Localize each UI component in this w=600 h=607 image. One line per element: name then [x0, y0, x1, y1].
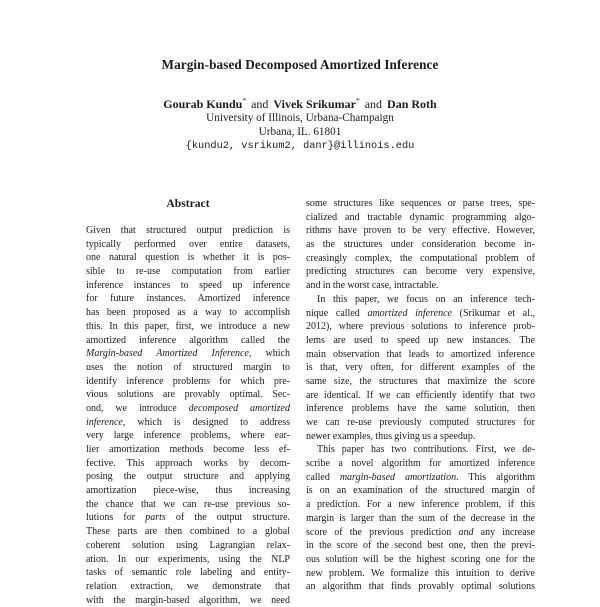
text-run: scribe a novel algorithm for amortized inference [306, 458, 535, 470]
text-line [86, 594, 290, 607]
text-line [306, 320, 535, 334]
text-line [86, 566, 290, 580]
text-line [86, 429, 290, 443]
abstract-text-column [86, 224, 290, 607]
text-run: ond, we introduce [86, 402, 189, 414]
text-run: amortized inference algorithm called the [86, 334, 290, 346]
text-line [306, 443, 535, 457]
text-line [306, 389, 535, 403]
text-run: we can re-use previously computed structures for [306, 417, 535, 428]
text-line [86, 306, 290, 320]
text-line [86, 511, 290, 525]
text-run: Given that structured output prediction is [86, 225, 290, 236]
text-run: creasingly complex, the computational problem of [306, 252, 535, 264]
text-run: lier amortization methods become less ef- [86, 444, 290, 455]
text-line [86, 251, 290, 265]
text-line [86, 292, 290, 306]
text-line [86, 375, 290, 389]
text-line [306, 265, 535, 279]
text-run: in the score of the second best one, then the previ- [306, 540, 535, 552]
text-run: In this paper, we focus on an inference tech- [317, 293, 535, 305]
text-run: relation extraction, we demonstrate that [86, 580, 290, 592]
text-run: uses the notion of structured margin to [86, 361, 290, 373]
text-run: (Srikumar et al., [451, 307, 535, 319]
text-line [86, 498, 290, 512]
text-run: an algorithm that finds provably optimal solutions [306, 581, 535, 593]
text-run: has been proposed as a way to accomplish [86, 307, 290, 319]
author-footnote-mark: * [355, 96, 360, 105]
text-line [306, 471, 535, 485]
text-run: is on an examination of the structured margin of [306, 485, 535, 497]
text-run: rithms have proven to be very effective. However, [306, 225, 535, 237]
italic-text: Margin-based Amortized Inference [86, 348, 249, 360]
text-line [306, 580, 535, 594]
text-line [86, 388, 290, 402]
text-run: ation. In our experiments, using the NLP [86, 553, 290, 565]
text-run: . This algorithm [456, 471, 535, 483]
paper-title: Margin-based Decomposed Amortized Inference [161, 57, 439, 72]
text-run: for future instances. Amortized inference [86, 293, 290, 305]
author-line [0, 97, 600, 112]
text-line [306, 539, 535, 553]
text-run: some structures like sequences or parse trees, spe- [306, 198, 535, 209]
author-name: Gourab Kundu [163, 97, 243, 111]
text-run: cialized and tractable dynamic programming algo- [306, 211, 535, 223]
text-line [306, 197, 535, 211]
text-line [306, 498, 535, 512]
text-line [306, 553, 535, 567]
text-run: very large inference problems, where ear- [86, 430, 290, 442]
text-run: 2012), where previous solutions to inference prob- [306, 321, 535, 333]
text-run: same size, the structures that maximize the score [306, 375, 535, 387]
text-line [306, 526, 535, 540]
text-run: sible to re-use computation from earlier [86, 266, 290, 278]
affiliation-line: Urbana, IL. 61801 [258, 126, 342, 138]
text-run: any increase [473, 526, 535, 538]
text-line [86, 539, 290, 553]
text-run: margin is larger than the sum of the decrease in the [306, 512, 535, 524]
text-run: of the output structure. [165, 512, 290, 524]
text-run: amortization piece-wise, thus increasing [86, 485, 290, 497]
author-name: Vivek Srikumar [273, 97, 356, 111]
text-line [306, 430, 535, 444]
text-line [306, 484, 535, 498]
text-line [86, 224, 290, 238]
italic-text: parts [145, 512, 166, 524]
text-run: lutions for [86, 512, 146, 524]
text-run: posing the output structure and applying [86, 471, 290, 483]
text-run: ous solution will be the highest scoring one for the [306, 553, 535, 565]
text-run: with the margin-based algorithm, we need [86, 594, 290, 606]
text-run: vious solutions are provably optimal. Sec- [86, 389, 290, 401]
italic-text: decomposed amortized [188, 402, 290, 414]
text-run: as the structures under consideration become in- [306, 239, 535, 251]
text-run: typically performed over entire datasets, [86, 238, 290, 250]
italic-text: margin-based amortization [339, 471, 457, 483]
text-line [86, 416, 290, 430]
text-line [86, 265, 290, 279]
italic-text: amortized inference [367, 307, 452, 319]
text-run: the chance that we can re-use previous so- [86, 498, 290, 510]
text-line [86, 361, 290, 375]
text-run: called [306, 471, 340, 483]
text-run: , which is designed to address [122, 416, 290, 428]
text-line [306, 402, 535, 416]
text-run: a prediction. For a new inference problem, if this [306, 499, 535, 511]
text-run: new problem. We formalize this intuition to derive [306, 567, 535, 579]
text-line [306, 512, 535, 526]
text-run: score of the previous prediction [306, 526, 459, 538]
text-line [306, 279, 535, 293]
affiliation-block [0, 111, 600, 153]
text-line [86, 553, 290, 567]
text-line [86, 484, 290, 498]
text-run: main observation that leads to amortized inference [306, 348, 535, 360]
text-line [86, 238, 290, 252]
text-run: coherent solution using Lagrangian relax- [86, 539, 290, 551]
text-line [86, 402, 290, 416]
text-line [306, 334, 535, 348]
text-line [86, 334, 290, 348]
text-line [306, 375, 535, 389]
text-line [86, 525, 290, 539]
author-footnote-mark: * [242, 96, 247, 105]
text-line [86, 347, 290, 361]
text-line [306, 307, 535, 321]
text-run: is that, very often, for different examples of the [306, 362, 535, 374]
affiliation-line: University of Illinois, Urbana-Champaign [206, 112, 394, 124]
text-line [306, 361, 535, 375]
text-line [306, 348, 535, 362]
text-run: nique called [306, 307, 368, 319]
text-run: one natural question is whether it is pos- [86, 252, 290, 264]
text-run: newer examples, thus giving us a speedup. [306, 430, 476, 442]
author-name: Dan Roth [387, 97, 437, 111]
text-line [86, 470, 290, 484]
text-line [306, 567, 535, 581]
text-line [306, 416, 535, 430]
text-run: are identical. If we can efficiently identify that two [306, 389, 535, 401]
text-run: inference instances to speed up inference [86, 279, 290, 291]
text-line [306, 238, 535, 252]
text-line [86, 320, 290, 334]
text-line [306, 457, 535, 471]
text-run: predicting structures can become very expensive, [306, 266, 535, 278]
text-run: identify inference problems for which pre- [86, 375, 290, 387]
text-run: inference problems have the same solution, then [306, 403, 535, 415]
text-run: , which [248, 348, 290, 360]
text-line [86, 580, 290, 594]
text-line [306, 252, 535, 266]
text-line [306, 293, 535, 307]
abstract-heading: Abstract [166, 197, 210, 210]
italic-text: and [458, 526, 474, 538]
text-line [86, 457, 290, 471]
text-run: this. In this paper, first, we introduce a new [86, 320, 290, 332]
text-run: fective. This approach works by decom- [86, 457, 290, 469]
intro-text-column [306, 197, 535, 594]
text-run: tasks of semantic role labeling and entity- [86, 567, 290, 579]
text-line [86, 279, 290, 293]
author-conjunction: and [251, 97, 269, 111]
text-run: and in the worst case, intractable. [306, 280, 439, 292]
text-line [86, 443, 290, 457]
email-line: {kundu2, vsrikum2, danr}@illinois.edu [185, 140, 415, 152]
text-line [306, 211, 535, 225]
text-run: This paper has two contributions. First, we de- [317, 444, 535, 456]
text-line [306, 224, 535, 238]
text-run: lems are used to speed up new instances. The [306, 334, 535, 346]
text-run: These parts are then combined to a global [86, 526, 290, 538]
italic-text: inference [86, 416, 123, 428]
author-conjunction: and [364, 97, 383, 111]
abstract-section [86, 197, 290, 607]
